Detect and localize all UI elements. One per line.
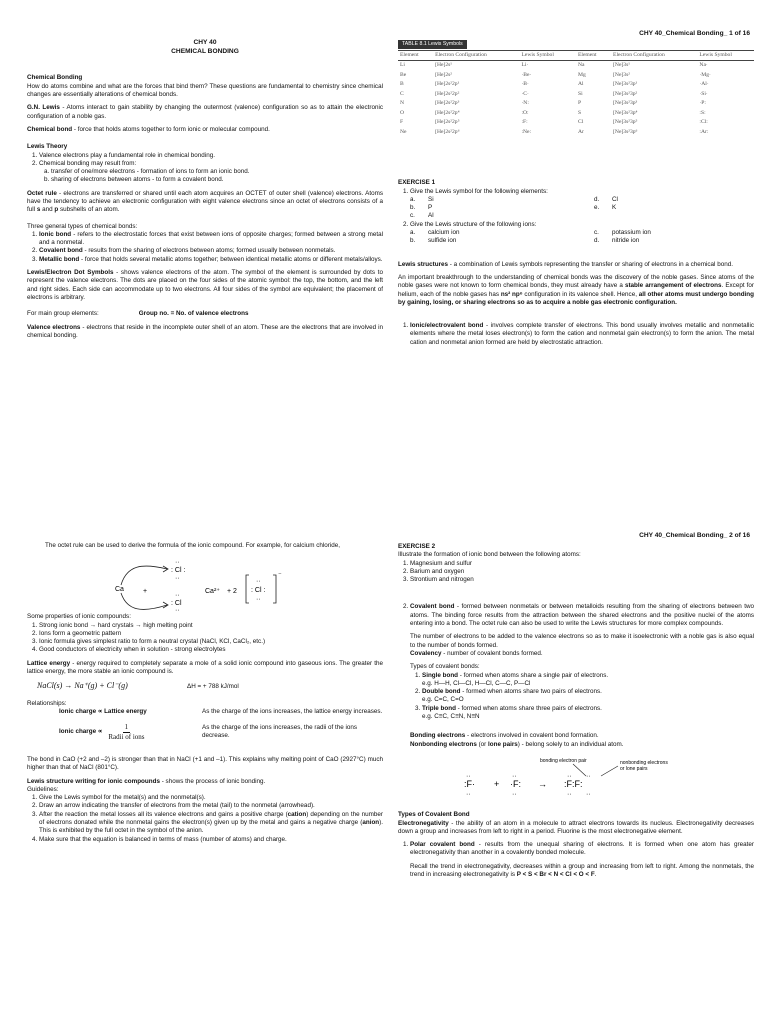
- table-cell: :Cl:: [699, 119, 708, 126]
- lewis-structures-paragraph: [398, 261, 754, 269]
- lone-pair-dots: ··: [175, 575, 180, 583]
- list-item: 1. Magnesium and sulfur: [410, 560, 754, 568]
- item-letter: b.: [410, 204, 416, 212]
- trend-series: P < S < Br < N < Cl < O < F: [516, 871, 595, 879]
- item-letter: a.: [410, 229, 416, 237]
- table-cell: ·Si·: [699, 90, 708, 97]
- explanation: As the charge of the ions increases, the lattice energy increases.: [202, 708, 383, 716]
- text: After the reaction the metal losses all its valence electrons and gains a positive charge (: [39, 810, 288, 818]
- column-header: Lewis Symbol: [519, 50, 576, 60]
- coefficient: + 2: [227, 588, 237, 596]
- relation: Ionic charge ∝ Lattice energy: [59, 708, 147, 716]
- column-header: Element: [576, 50, 611, 60]
- table-cell: Mg: [577, 71, 586, 78]
- definition: - electrons that reside in the incomplete outer shell of an atom. These are the electrons that are involved in chemical bonding.: [27, 323, 383, 339]
- table-cell: C: [400, 90, 404, 97]
- table-cell: Be: [400, 71, 407, 78]
- exercise-1-heading: EXERCISE 1: [398, 179, 436, 187]
- definition: - results from the unequal sharing of electrons. It is formed when one atom has greater electronegativity than another in a covalently bonded molecule.: [410, 841, 754, 857]
- text: and: [40, 206, 55, 214]
- plus-sign: +: [494, 778, 500, 789]
- definition: - shows the process of ionic bonding.: [159, 777, 266, 785]
- lone-pair-dots: ··: [567, 790, 572, 798]
- lewis-theory-heading: Lewis Theory: [27, 143, 68, 151]
- item: potassium ion: [612, 229, 651, 237]
- chemical-bond-paragraph: [27, 126, 383, 134]
- item: Cl: [612, 195, 618, 203]
- table-cell: [Ne]3s²3p⁵: [613, 119, 638, 126]
- guidelines-label: Guidelines:: [27, 785, 59, 793]
- document-title: CHEMICAL BONDING: [171, 48, 239, 56]
- list-item: [422, 705, 754, 722]
- sub-list: [39, 168, 383, 185]
- text: configuration in its valence shell. Hence,: [522, 290, 639, 298]
- table-cell: [Ne]3s²3p³: [613, 100, 638, 107]
- bracket-left: [246, 575, 249, 603]
- f2-molecule: :F:F:: [564, 778, 583, 789]
- example: e.g. C=C, C=O: [422, 696, 464, 704]
- page-2: [0, 512, 768, 1024]
- table-cell: [He]2s²2p³: [435, 100, 460, 107]
- relationship-2: [27, 723, 383, 742]
- example: e.g. H—H, Cl—Cl, H—Cl, C—C, P—Cl: [422, 679, 531, 687]
- right-column: [398, 543, 754, 884]
- text: ). This is exhibited by the full octet in the symbol of the anion.: [39, 819, 383, 835]
- term: lone pairs: [488, 740, 518, 748]
- table-row: [398, 109, 754, 119]
- question: Give the Lewis structure of the following ions:: [410, 220, 537, 228]
- term: Ionic/electrovalent bond: [410, 322, 484, 330]
- list-item: 2. Draw an arrow indicating the transfer of electrons from the metal (tail) to the nonmetal (arrowhead).: [39, 802, 383, 810]
- example: e.g. C≡C, C≡N, N≡N: [422, 713, 480, 721]
- lattice-paragraph: [27, 660, 383, 677]
- column-header: Element: [398, 50, 433, 60]
- properties-list: [27, 622, 383, 655]
- definition: - the ability of an atom in a molecule to attract electrons towards its nucleus. Electronegativity decreases down a group and increases from left to right in a period. Fluorine is the most electronegative element.: [398, 819, 754, 835]
- text: .: [594, 871, 597, 879]
- answer-grid: [410, 229, 754, 246]
- covalent-list: [398, 603, 754, 748]
- nonbonding-electrons: [410, 741, 754, 749]
- bond-types-list: [27, 231, 383, 264]
- table-cell: F: [400, 119, 404, 126]
- table-cell: ·Be·: [521, 71, 532, 78]
- definition: - shows valence electrons of the atom. The symbol of the element is surrounded by dots to represent the valence electrons. The dots are placed on the four sides of the atomic symbol: the top, the bottom, and the left and right sides. Each side can accommodate up to two electrons. All four sides of the symbol are equivalent; the placement of electrons is arbitrary.: [27, 269, 383, 301]
- item-letter: c.: [410, 212, 415, 220]
- bonding-pair-label: bonding electron pair: [540, 757, 587, 764]
- table-row: [398, 99, 754, 109]
- table-cell: ·B·: [521, 81, 529, 88]
- list-item: [410, 322, 754, 347]
- item: Al: [428, 212, 434, 220]
- lone-pair-dots: ··: [512, 790, 517, 798]
- bold-text: cation: [287, 810, 307, 818]
- page-header: CHY 40_Chemical Bonding_ 2 of 16: [639, 532, 750, 539]
- term: Covalent bond: [410, 603, 455, 611]
- answer-grid: [410, 196, 754, 221]
- list-item: 4. Good conductors of electricity when in solution - strong electrolytes: [39, 646, 383, 654]
- term: Nonbonding electrons: [410, 740, 477, 748]
- text: . Except for helium, each of the noble gases has: [398, 282, 754, 298]
- column-header: Electron Configuration: [433, 50, 519, 60]
- list-item: 1. Valence electrons play a fundamental role in chemical bonding.: [39, 152, 383, 160]
- covalency-def: [410, 650, 754, 658]
- text: subshells of an atom.: [58, 206, 120, 214]
- definition: - force that holds atoms together to form ionic or molecular compound.: [72, 125, 270, 133]
- definition: - involves complete transfer of electrons. This bond usually involves metallic and nonmetallic elements where the metal loses electron(s) to form the cation and nonmetal gain electron(s) to form the anion. The metal cation and nonmetal anion formed are held by electrostatic attraction.: [410, 322, 754, 346]
- table-cell: :Ne:: [521, 128, 532, 135]
- nonbonding-label: nonbonding electrons: [620, 759, 668, 766]
- cao-paragraph: The bond in CaO (+2 and –2) is stronger than that in NaCl (+1 and –1). This explains why melting point of CaO (2927°C) much higher than that of NaCl (801°C).: [27, 755, 383, 772]
- lone-pair-dots: ··: [256, 596, 261, 604]
- table-caption: TABLE 8.1 Lewis Symbols: [398, 40, 467, 49]
- relation: [27, 723, 202, 742]
- term: Lewis structures: [398, 260, 449, 268]
- denominator: Radii of ions: [108, 732, 145, 741]
- relationship-1: [27, 708, 383, 716]
- bold-text: anion: [362, 819, 380, 827]
- table-cell: [Ne]3s¹: [613, 62, 630, 69]
- definition: - formed between nonmetals or between metalloids resulting from the sharing of electrons between two atoms. The binding force results from the attraction between the shared electrons and the positive nuclei of the atoms entering into a bond. The octet rule can also be used to write the Lewis structures for more complex compounds.: [410, 603, 754, 628]
- definition: - results from the sharing of electrons between atoms; formed usually between nonmetals.: [82, 247, 336, 255]
- subshell-p: p: [54, 206, 59, 214]
- item-letter: a.: [410, 195, 416, 203]
- list-item: [39, 256, 383, 264]
- table-row: [398, 80, 754, 90]
- bold-text: ns² np⁶: [500, 290, 523, 298]
- list-item: [410, 221, 754, 246]
- relationships-label: Relationships:: [27, 699, 67, 707]
- table-cell: Li: [400, 62, 405, 69]
- table-cell: N: [400, 100, 405, 107]
- cacl2-diagram: [27, 555, 383, 613]
- table-cell: S: [577, 109, 582, 116]
- definition: - electrons involved in covalent bond formation.: [465, 732, 599, 740]
- text: (or: [476, 740, 489, 748]
- list-item: 3. Strontium and nitrogen: [410, 576, 754, 584]
- list-item: 2. Barium and oxygen: [410, 568, 754, 576]
- definition: - formed when atoms share three pairs of electrons.: [455, 704, 602, 712]
- transfer-arrow: [121, 593, 167, 609]
- bracket-right: [273, 575, 276, 603]
- charge-sign: ⁻: [278, 572, 282, 580]
- types-intro: Types of covalent bonds:: [410, 663, 480, 671]
- item: Si: [428, 195, 434, 203]
- list-item: [422, 672, 754, 689]
- table-row: [398, 90, 754, 100]
- lone-pair-dots: ··: [256, 578, 261, 586]
- table-cell: Ar: [577, 128, 584, 135]
- term: Lewis/Electron Dot Symbols: [27, 269, 114, 277]
- list-item: 4. Make sure that the equation is balanced in terms of mass (number of atoms) and charge.: [39, 836, 383, 844]
- covalent-types-list: [410, 672, 754, 722]
- lone-pair-dots: ··: [586, 790, 591, 798]
- ionic-bond-list: [398, 322, 754, 347]
- table-cell: [He]2s²: [435, 71, 452, 78]
- table-cell: ·P:: [699, 100, 706, 107]
- list-item: [39, 231, 383, 248]
- term: Covalent bond: [39, 247, 83, 255]
- definition: - number of covalent bonds formed.: [441, 649, 543, 657]
- lewis-dot-paragraph: [27, 269, 383, 302]
- list-item: b. sharing of electrons between atoms - to form a covalent bond.: [51, 176, 383, 184]
- item: P: [428, 204, 433, 212]
- intro-paragraph: How do atoms combine and what are the forces that bind them? These questions are fundamental to chemistry since chemical changes are essentially alterations of chemical bonds.: [27, 82, 383, 99]
- term: Lattice energy: [27, 659, 71, 667]
- lattice-equation: NaCl(s) → Na⁺(g) + Cl⁻(g): [37, 681, 128, 691]
- valence-paragraph: [27, 324, 383, 341]
- covalency-paragraph: The number of electrons to be added to the valence electrons so as to make it isoelectronic with a noble gas is also equal to the number of bonds formed.: [410, 633, 754, 649]
- exercise-2-heading: EXERCISE 2: [398, 543, 436, 550]
- arrowhead-icon: [163, 602, 168, 608]
- numerator: 1: [123, 723, 131, 733]
- lone-pair-dots: ··: [512, 772, 517, 780]
- item: nitride ion: [612, 237, 640, 245]
- table-cell: :F:: [521, 119, 528, 126]
- lewis-theory-list: [27, 152, 383, 185]
- table-cell: [Ne]3s²3p¹: [613, 81, 638, 88]
- bonding-electrons: [410, 732, 754, 740]
- term: Lewis structure writing for ionic compounds: [27, 777, 160, 785]
- table-cell: P: [577, 100, 582, 107]
- table-row: [398, 128, 754, 138]
- arrow-icon: →: [538, 778, 547, 789]
- term: Bonding electrons: [410, 732, 466, 740]
- list-item: [422, 688, 754, 705]
- table-cell: [He]2s²2p²: [435, 90, 460, 97]
- plus-sign: +: [143, 588, 148, 596]
- table-cell: Cl: [577, 119, 584, 126]
- electronegativity-paragraph: [398, 820, 754, 837]
- definition: - electrons are transferred or shared until each atom acquires an OCTET of outer shell (valence) electrons. Atoms have the tendency to achieve an electronic configuration with eight valence electrons since an octet of electrons consists of a full: [27, 189, 383, 214]
- table-row: [398, 61, 754, 71]
- guidelines-list: [27, 794, 383, 844]
- table-cell: [Ne]3s²3p²: [613, 90, 638, 97]
- table-cell: ·N:: [521, 100, 529, 107]
- cl-symbol: : Cl: [171, 600, 182, 608]
- bold-text: stable arrangement of electrons: [624, 282, 722, 290]
- page-header: CHY 40_Chemical Bonding_ 1 of 16: [639, 30, 750, 37]
- table-cell: [Ne]3s²3p⁶: [613, 128, 638, 135]
- list-item: 3. Ionic formula gives simplest ratio to form a neutral crystal (NaCl, KCl, CaCl₂, etc.): [39, 638, 383, 646]
- definition: - a combination of Lewis symbols representing the transfer or sharing of electrons in a chemical bond.: [448, 260, 733, 268]
- text: Recall the trend in electronegativity, decreases within a group and increasing from left to right. Among the nonmetals, the trend in increasing electronegativity is: [410, 862, 754, 879]
- column-header: Electron Configuration: [611, 50, 697, 60]
- breakthrough-paragraph: [398, 274, 754, 307]
- table-cell: [He]2s²2p⁶: [435, 128, 460, 135]
- table-cell: [He]2s²2p¹: [435, 81, 460, 88]
- table-cell: [He]2s²2p⁴: [435, 109, 460, 116]
- list-item: 2. Ions form a geometric pattern: [39, 630, 383, 638]
- lone-pair-dots: ··: [175, 607, 180, 614]
- item: K: [612, 204, 617, 212]
- pointer-line: [601, 766, 618, 776]
- list-item: a. transfer of one/more electrons - formation of ions to form an ionic bond.: [51, 168, 383, 176]
- list-item: 1. Strong ionic bond → hard crystals → high melting point: [39, 622, 383, 630]
- item: calcium ion: [428, 229, 460, 237]
- item-letter: d.: [594, 195, 600, 203]
- exercise-2-list: [398, 560, 754, 585]
- lone-pair-dots: ··: [466, 790, 471, 798]
- properties-heading: Some properties of ionic compounds:: [27, 613, 131, 621]
- question: Give the Lewis symbol for the following elements:: [410, 187, 548, 195]
- term: Double bond: [422, 688, 461, 696]
- lone-pair-dots: ··: [586, 772, 591, 780]
- lone-pair-dots: ··: [175, 559, 180, 567]
- table-cell: Na·: [699, 62, 708, 69]
- types-covalent-heading: Types of Covalent Bond: [398, 811, 470, 819]
- polar-paragraph: [410, 841, 754, 858]
- term: Metallic bond: [39, 255, 80, 263]
- list-item: [410, 188, 754, 221]
- lattice-equation-row: [37, 681, 383, 692]
- term: Covalency: [410, 649, 442, 657]
- cl-ion: : Cl :: [251, 587, 266, 595]
- exercise-1-list: [398, 188, 754, 246]
- label: For main group elements:: [27, 310, 99, 318]
- table-cell: [He]2s²2p⁵: [435, 119, 460, 126]
- definition: ) - belong solely to an individual atom.: [517, 740, 624, 748]
- covalent-type-list: [398, 841, 754, 879]
- rule: Group no. = No. of valence electrons: [138, 310, 249, 318]
- term: G.N. Lewis: [27, 104, 60, 112]
- enthalpy-value: ΔH = + 788 kJ/mol: [187, 682, 239, 690]
- fraction: [108, 723, 144, 742]
- table-cell: Si: [577, 90, 583, 97]
- lewis-writing-paragraph: [27, 778, 383, 786]
- item-letter: c.: [594, 229, 599, 237]
- table-cell: [Ne]3s²3p⁴: [613, 109, 638, 116]
- definition: - Atoms interact to gain stability by changing the outermost (valence) configuration so as to attain the electronic configuration of a noble gas.: [27, 104, 383, 120]
- left-column: [27, 38, 383, 345]
- course-code: CHY 40: [193, 39, 217, 46]
- term: Valence electrons: [27, 323, 81, 331]
- ionic-bond-figure: [27, 555, 383, 613]
- term: Chemical bond: [27, 125, 73, 133]
- left-column: [27, 542, 383, 849]
- column-header: Lewis Symbol: [697, 50, 754, 60]
- lone-pair-dots: ··: [466, 772, 471, 780]
- definition: - force that holds several metallic atoms together; between identical metallic atoms or different metals/alloys.: [79, 255, 383, 263]
- f2-lewis-figure: [398, 754, 754, 804]
- text: ) depending on the number of electrons donated while the nonmetal gains the electron(s) given up by the metal and gains a negative charge (: [39, 810, 383, 827]
- item-letter: d.: [594, 237, 600, 245]
- list-item: [410, 841, 754, 879]
- relation-left: Ionic charge ∝: [59, 728, 103, 736]
- table-cell: :S:: [699, 109, 706, 116]
- table-cell: [He]2s¹: [435, 62, 452, 69]
- table-row: [398, 71, 754, 81]
- list-item: [410, 603, 754, 748]
- lone-pair-dots: ··: [175, 592, 180, 600]
- explanation: As the charge of the ions increases, the radii of the ions decrease.: [202, 723, 358, 740]
- ca-symbol: Ca: [115, 586, 124, 594]
- table-cell: Ne: [400, 128, 407, 135]
- item-letter: e.: [594, 204, 600, 212]
- cl-symbol: : Cl :: [171, 567, 186, 575]
- lewis-symbols-table: [398, 50, 754, 137]
- text: An important breakthrough to the understanding of chemical bonds was the discovery of the noble gases. Since atoms of the noble gases were not known to form chemical bonds, they must already have a: [398, 273, 754, 290]
- lewis-paragraph: [27, 104, 383, 121]
- table-cell: [Ne]3s²: [613, 71, 630, 78]
- list-item: [39, 247, 383, 255]
- term: Octet rule: [27, 189, 57, 197]
- f-atom: ·F:: [510, 778, 522, 789]
- definition: - energy required to completely separate a mole of a solid ionic compound into gaseous ions. The greater the lattice energy, the more stable an ionic compound is.: [27, 659, 383, 676]
- table-cell: Al: [577, 81, 584, 88]
- table-cell: B: [400, 81, 404, 88]
- bold-text: all other atoms must undergo bonding by gaining, losing, or sharing electrons so as to acquire a noble gas electronic configuration.: [398, 290, 754, 306]
- list-item: 1. Give the Lewis symbol for the metal(s) and the nonmetal(s).: [39, 794, 383, 802]
- item-letter: b.: [410, 237, 416, 245]
- term: Triple bond: [422, 704, 456, 712]
- table-cell: O: [400, 109, 405, 116]
- table-cell: :O:: [521, 109, 529, 116]
- table-header-row: [398, 50, 754, 60]
- octet-example: The octet rule can be used to derive the formula of the ionic compound. For example, for calcium chloride,: [45, 542, 341, 549]
- exercise-2-intro: Illustrate the formation of ionic bond between the following atoms:: [398, 551, 581, 559]
- transfer-arrow: [121, 566, 167, 585]
- table-cell: Li·: [521, 62, 529, 69]
- table-cell: ·C·: [521, 90, 529, 97]
- definition: - formed when atoms share two pairs of electrons.: [460, 688, 602, 696]
- octet-paragraph: [27, 190, 383, 215]
- f-atom: :F·: [464, 778, 476, 789]
- main-group-rule: [27, 310, 383, 318]
- pointer-line: [573, 764, 586, 776]
- term: Polar covalent bond: [410, 841, 475, 849]
- trend-paragraph: [410, 863, 754, 880]
- table-cell: :Ar:: [699, 128, 709, 135]
- lone-pairs-label: or lone pairs: [620, 765, 648, 772]
- table-body: [398, 61, 754, 138]
- covalent-paragraph: [410, 603, 754, 628]
- lone-pair-dots: ··: [567, 772, 572, 780]
- definition: - formed when atoms share a single pair of electrons.: [458, 671, 609, 679]
- term: Ionic bond: [39, 230, 72, 238]
- term: Single bond: [422, 671, 459, 679]
- list-item-text: Chemical bonding may result from:: [39, 159, 137, 167]
- section-heading: Chemical Bonding: [27, 74, 83, 82]
- table-cell: ·Mg·: [699, 71, 711, 78]
- table-row: [398, 118, 754, 128]
- list-item: [39, 160, 383, 185]
- subshell-s: s: [36, 206, 41, 214]
- definition: - refers to the electrostatic forces that exist between ions of opposite charges; formed between a strong metal and a nonmetal.: [39, 230, 383, 247]
- list-item: [39, 811, 383, 836]
- item: sulfide ion: [428, 237, 457, 245]
- table-cell: Na: [577, 62, 585, 69]
- table-cell: ·Al·: [699, 81, 709, 88]
- term: Electronegativity: [398, 819, 449, 827]
- right-column: [398, 40, 754, 352]
- three-types-intro: Three general types of chemical bonds:: [27, 222, 138, 230]
- ca-ion: Ca²⁺: [205, 588, 220, 596]
